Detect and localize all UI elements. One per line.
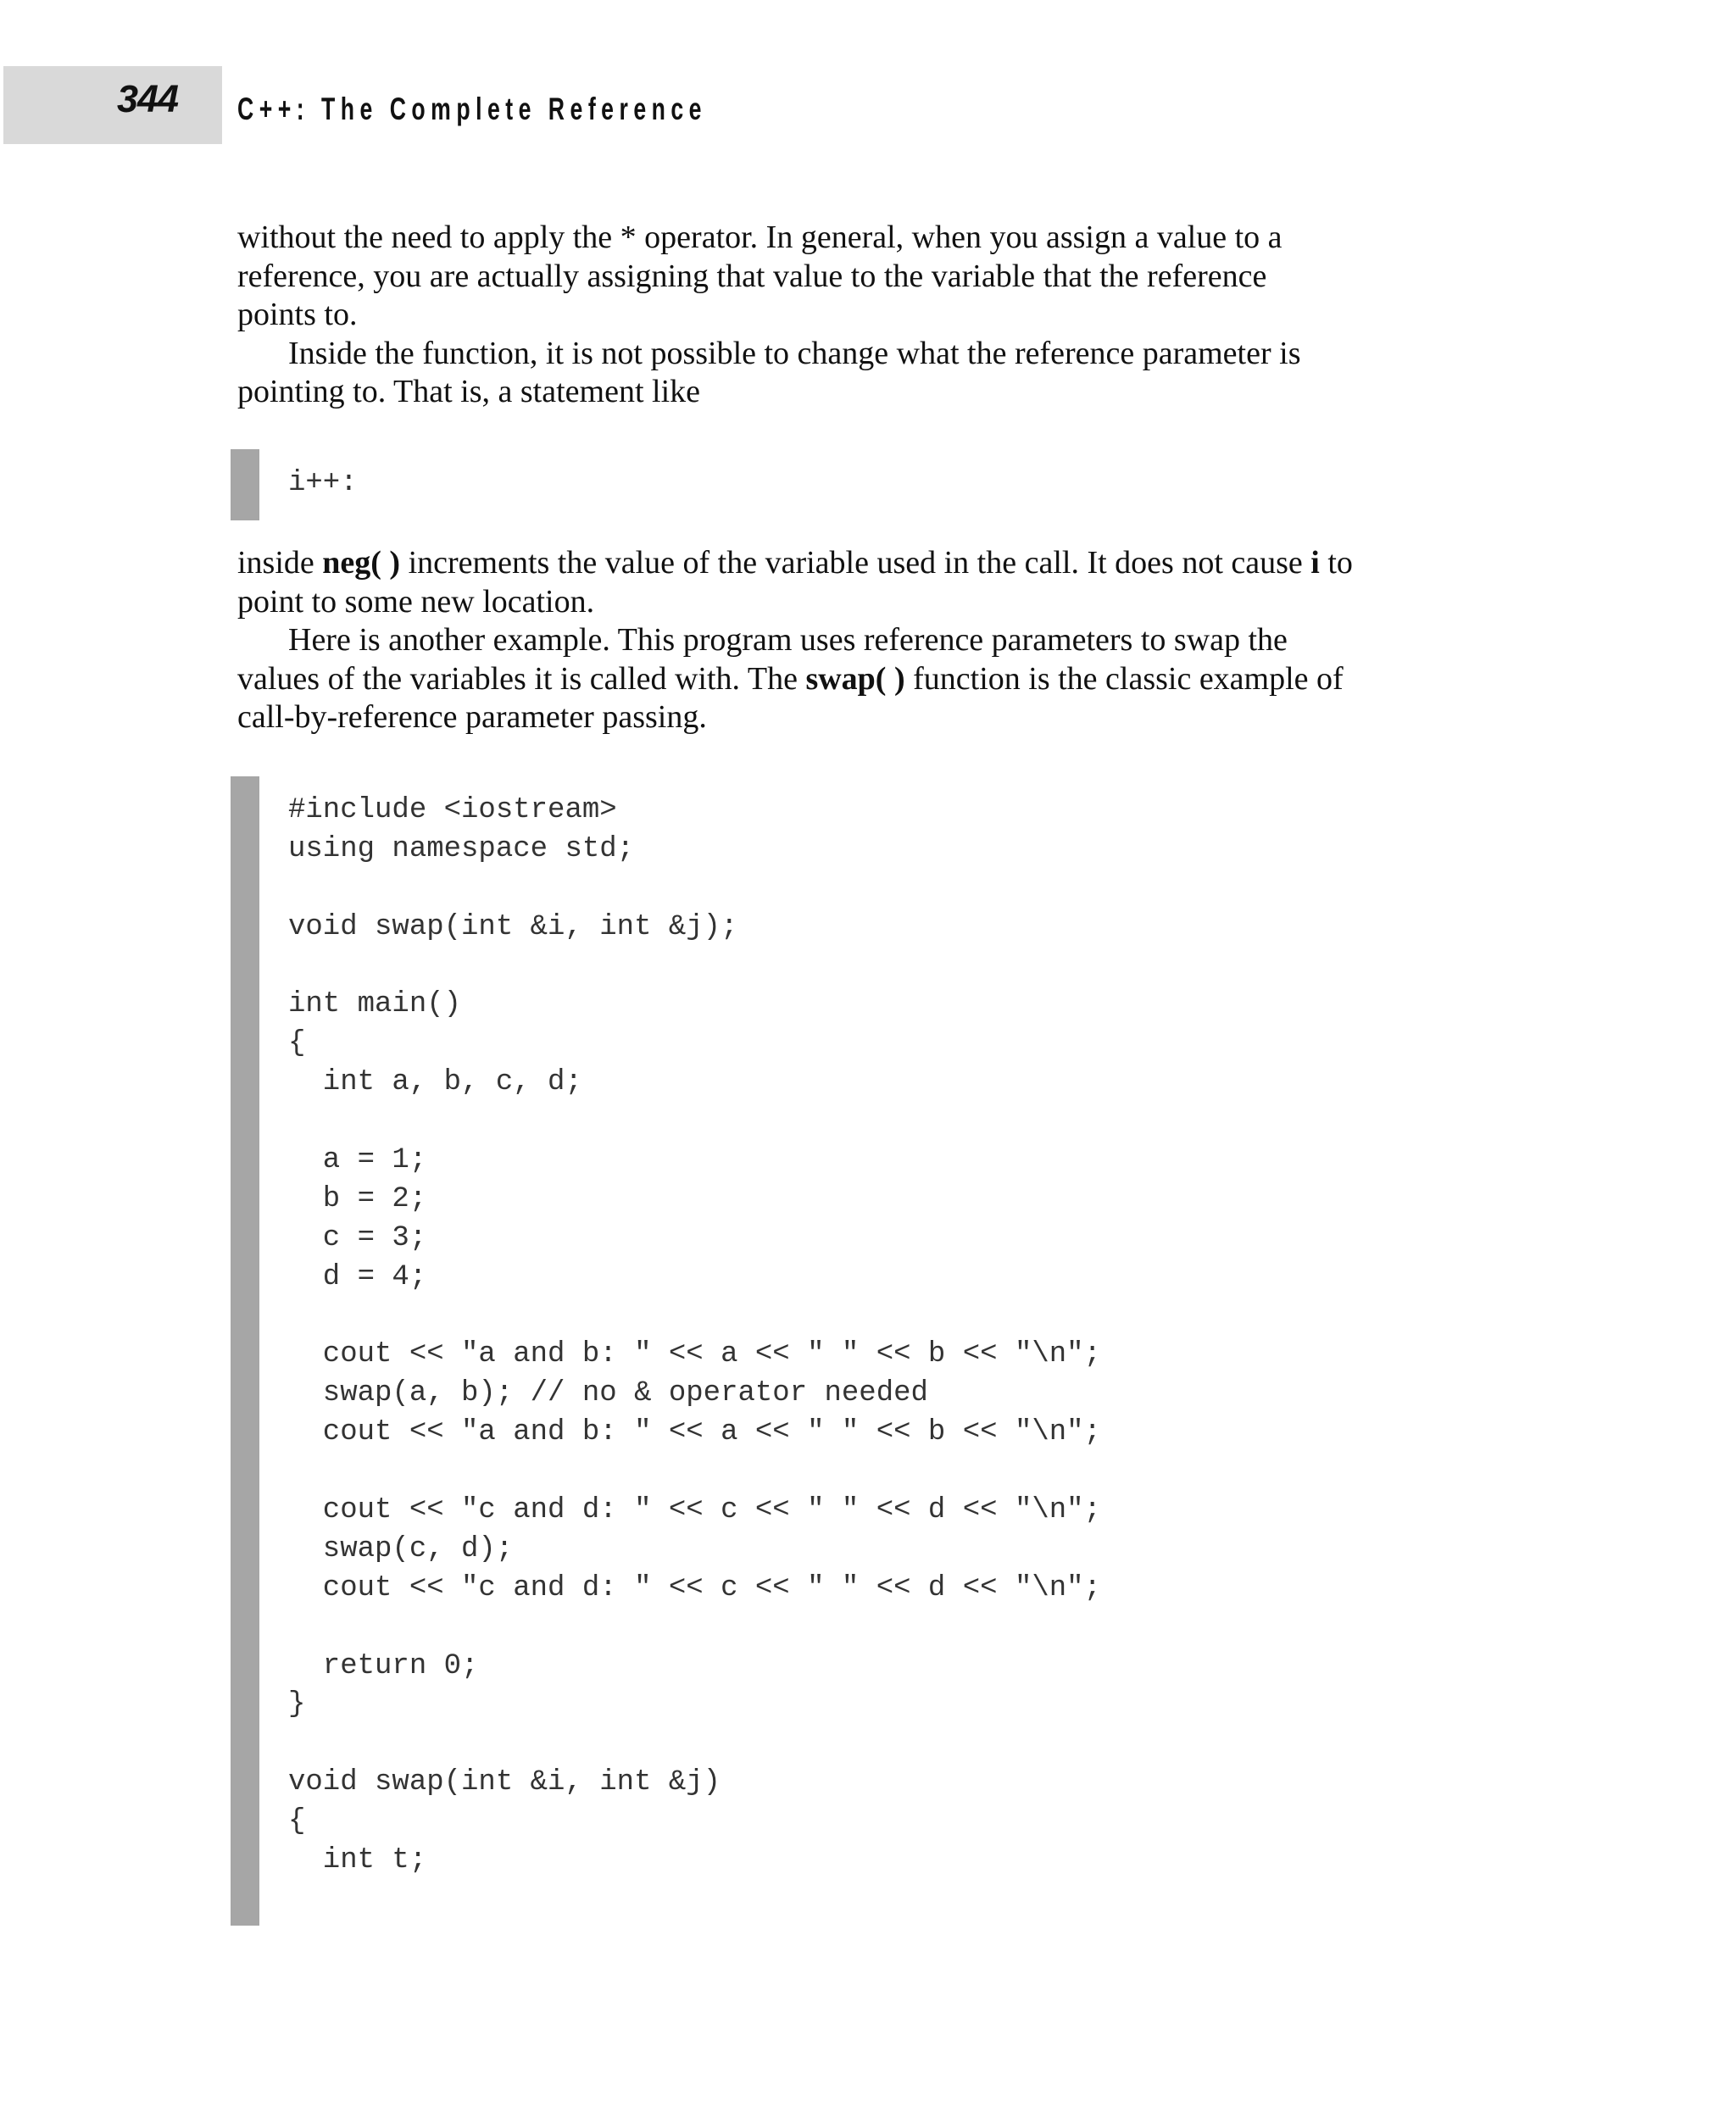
code-line: #include <iostream>	[288, 794, 617, 826]
code-line	[288, 870, 1101, 909]
code-line: cout << "c and d: " << c << " " << d << "\n";	[288, 1494, 1101, 1527]
code-line: cout << "a and b: " << a << " " << b << "\n";	[288, 1416, 1101, 1449]
code-lines	[288, 464, 358, 503]
code-line: swap(a, b); // no & operator needed	[288, 1377, 928, 1410]
body-text-middle	[237, 544, 1492, 737]
code-line	[288, 1103, 1101, 1142]
code-line: void swap(int &i, int &j)	[288, 1766, 721, 1799]
code-line	[288, 1453, 1101, 1492]
code-listing-swap	[231, 776, 1417, 1926]
code-line: }	[288, 1688, 306, 1721]
code-line: {	[288, 1027, 306, 1060]
paragraph-line: without the need to apply the * operator. In general, when you assign a value to a	[237, 220, 1283, 255]
code-line: a = 1;	[288, 1144, 427, 1177]
code-lines	[288, 792, 1101, 1881]
paragraph-line: points to.	[237, 297, 358, 332]
inline-code-swap: swap( )	[805, 660, 905, 697]
paragraph-line: point to some new location.	[237, 583, 595, 620]
paragraph-line: reference, you are actually assigning that value to the variable that the reference	[237, 258, 1267, 294]
code-line: void swap(int &i, int &j);	[288, 910, 738, 943]
page-number-tab	[3, 66, 222, 144]
paragraph-line: pointing to. That is, a statement like	[237, 374, 700, 409]
code-line: d = 4;	[288, 1260, 427, 1293]
code-line: swap(c, d);	[288, 1532, 514, 1565]
code-snippet-short	[231, 449, 400, 520]
paragraph-line: inside neg( ) increments the value of the variable used in the call. It does not cause i to	[237, 545, 1353, 581]
code-line: c = 3;	[288, 1221, 427, 1254]
code-line: cout << "c and d: " << c << " " << d << "\n";	[288, 1571, 1101, 1604]
code-line: int t;	[288, 1844, 427, 1877]
code-line	[288, 1725, 1101, 1764]
code-line: using namespace std;	[288, 832, 635, 865]
code-bar	[231, 449, 259, 520]
code-line: {	[288, 1805, 306, 1838]
code-line: b = 2;	[288, 1182, 427, 1215]
code-line: cout << "a and b: " << a << " " << b << "\n";	[288, 1338, 1101, 1371]
code-bar	[231, 776, 259, 1926]
code-line: return 0;	[288, 1649, 479, 1682]
inline-code-neg: neg( )	[322, 545, 401, 581]
code-line	[288, 1298, 1101, 1337]
code-line: int main()	[288, 988, 462, 1021]
running-title: C++: The Complete Reference	[237, 92, 707, 126]
paragraph-line: Inside the function, it is not possible to change what the reference parameter is	[288, 335, 1301, 371]
code-line: i++:	[288, 467, 358, 499]
paragraph-line: values of the variables it is called with. The swap( ) function is the classic example of	[237, 660, 1344, 697]
inline-code-i: i	[1310, 545, 1320, 581]
code-line	[288, 948, 1101, 987]
paragraph-line: call-by-reference parameter passing.	[237, 699, 707, 735]
code-line	[288, 1609, 1101, 1648]
code-line: int a, b, c, d;	[288, 1066, 582, 1099]
paragraph-line: Here is another example. This program uses reference parameters to swap the	[288, 622, 1288, 658]
body-text-top	[237, 219, 1492, 412]
page-number: 344	[117, 77, 179, 120]
